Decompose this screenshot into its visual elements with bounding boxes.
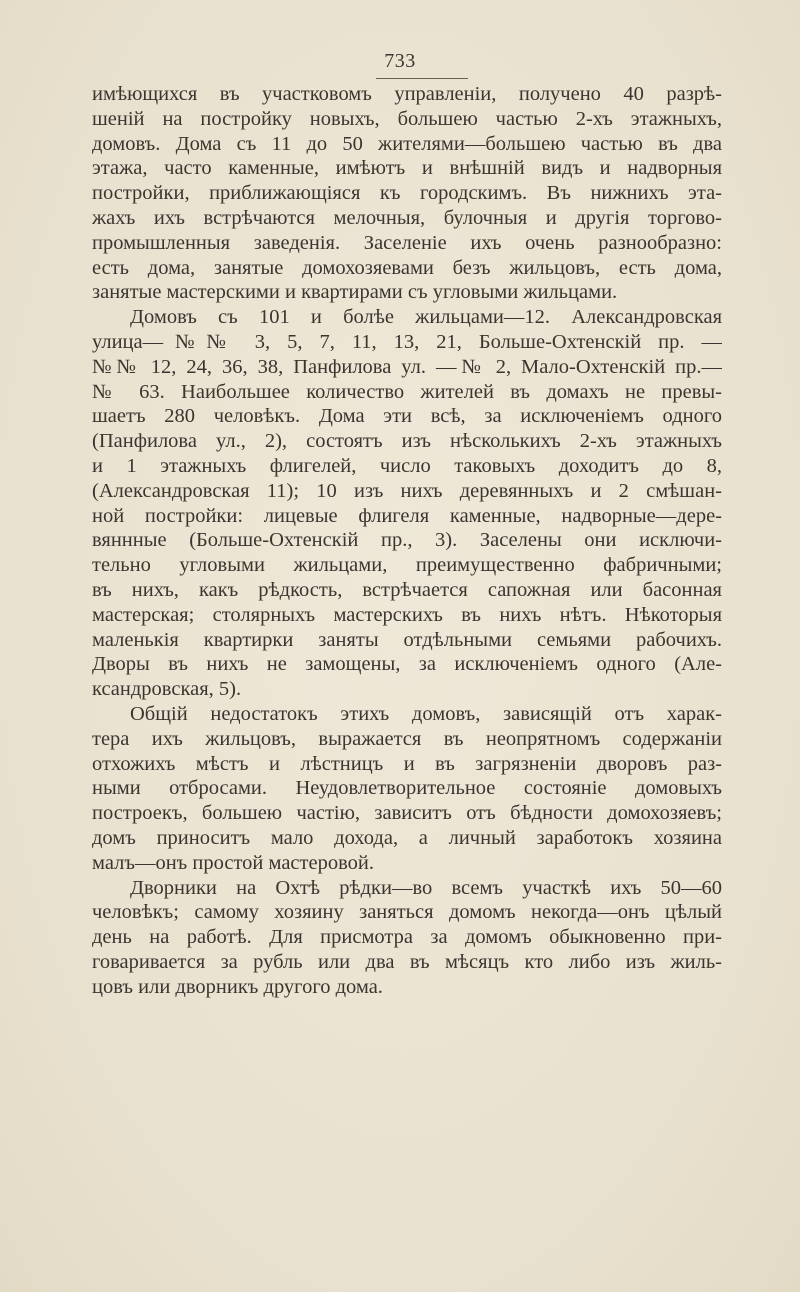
text-line: есть дома, занятые домохозяевами безъ жильцовъ, есть дома, <box>92 256 722 279</box>
text-line: Дворники на Охтѣ рѣдки—во всемъ участкѣ ихъ 50—60 <box>130 876 722 899</box>
text-line: постройки, приближающіяся къ городскимъ. Въ нижнихъ эта- <box>92 182 722 205</box>
text-line: человѣкъ; самому хозяину заняться домомъ некогда—онъ цѣлый <box>92 901 722 924</box>
text-line: ной постройки: лицевые флигеля каменные, надворные—дере- <box>92 504 722 527</box>
text-line: жахъ ихъ встрѣчаются мелочныя, булочныя и другія торгово- <box>92 206 722 229</box>
text-line: отхожихъ мѣстъ и лѣстницъ и въ загрязненіи дворовъ раз- <box>92 752 722 775</box>
text-line: тельно угловыми жильцами, преимущественно фабричными; <box>92 554 722 577</box>
text-line: ксандровская, 5). <box>92 678 242 701</box>
text-line: занятые мастерскими и квартирами съ угловыми жильцами. <box>92 281 618 304</box>
text-line: Домовъ съ 101 и болѣе жильцами—12. Александровская <box>130 306 722 329</box>
text-line: № 63. Наибольшее количество жителей въ домахъ не превы- <box>92 380 722 403</box>
text-line: шеній на постройку новыхъ, большею частью 2-хъ этажныхъ, <box>92 107 722 130</box>
text-line: домъ приноситъ мало дохода, а личный заработокъ хозяина <box>92 826 722 849</box>
text-line: Дворы въ нихъ не замощены, за исключеніемъ одного (Але- <box>92 653 722 676</box>
text-line: Общій недостатокъ этихъ домовъ, зависящій отъ харак- <box>130 702 722 725</box>
text-line: мастерская; столярныхъ мастерскихъ въ нихъ нѣтъ. Нѣкоторыя <box>92 603 722 626</box>
text-line: имѣющихся въ участковомъ управленіи, получено 40 разрѣ- <box>92 83 722 105</box>
text-line: (Панфилова ул., 2), состоятъ изъ нѣсколькихъ 2-хъ этажныхъ <box>92 430 722 453</box>
text-line: шаетъ 280 человѣкъ. Дома эти всѣ, за исключеніемъ одного <box>92 405 722 428</box>
text-line: день на работѣ. Для присмотра за домомъ обыкновенно при- <box>92 926 722 949</box>
text-line: маленькія квартирки заняты отдѣльными семьями рабочихъ. <box>92 628 722 651</box>
text-line: улица—№№ 3, 5, 7, 11, 13, 21, Больше-Охтенскій пр. — <box>92 330 722 353</box>
body-text <box>92 82 722 999</box>
text-line: построекъ, большею частію, зависитъ отъ бѣдности домохозяевъ; <box>92 802 722 825</box>
text-line: домовъ. Дома съ 11 до 50 жителями—большею частью въ два <box>92 132 722 155</box>
text-line: тера ихъ жильцовъ, выражается въ неопрятномъ содержаніи <box>92 727 722 750</box>
text-line: №№ 12, 24, 36, 38, Панфилова ул. —№ 2, Мало-Охтенскій пр.— <box>92 355 722 378</box>
text-line: въ нихъ, какъ рѣдкость, встрѣчается сапожная или басонная <box>92 578 722 601</box>
page-number-rule <box>376 78 468 79</box>
text-line: и 1 этажныхъ флигелей, число таковыхъ доходитъ до 8, <box>92 454 722 477</box>
text-line: (Александровская 11); 10 изъ нихъ деревянныхъ и 2 смѣшан- <box>92 479 722 502</box>
text-line: вяннные (Больше-Охтенскій пр., 3). Заселены они исключи- <box>92 529 722 552</box>
text-line: этажа, часто каменные, имѣютъ и внѣшній видъ и надворныя <box>92 157 722 180</box>
page-number: 733 <box>384 50 416 72</box>
text-line: ными отбросами. Неудовлетворительное состояніе домовыхъ <box>92 777 722 800</box>
text-line: малъ—онъ простой мастеровой. <box>92 851 374 874</box>
text-line: цовъ или дворникъ другого дома. <box>92 975 383 998</box>
text-line: говаривается за рубль или два въ мѣсяцъ кто либо изъ жиль- <box>92 950 722 973</box>
text-line: промышленныя заведенія. Заселеніе ихъ очень разнообразно: <box>92 231 722 254</box>
